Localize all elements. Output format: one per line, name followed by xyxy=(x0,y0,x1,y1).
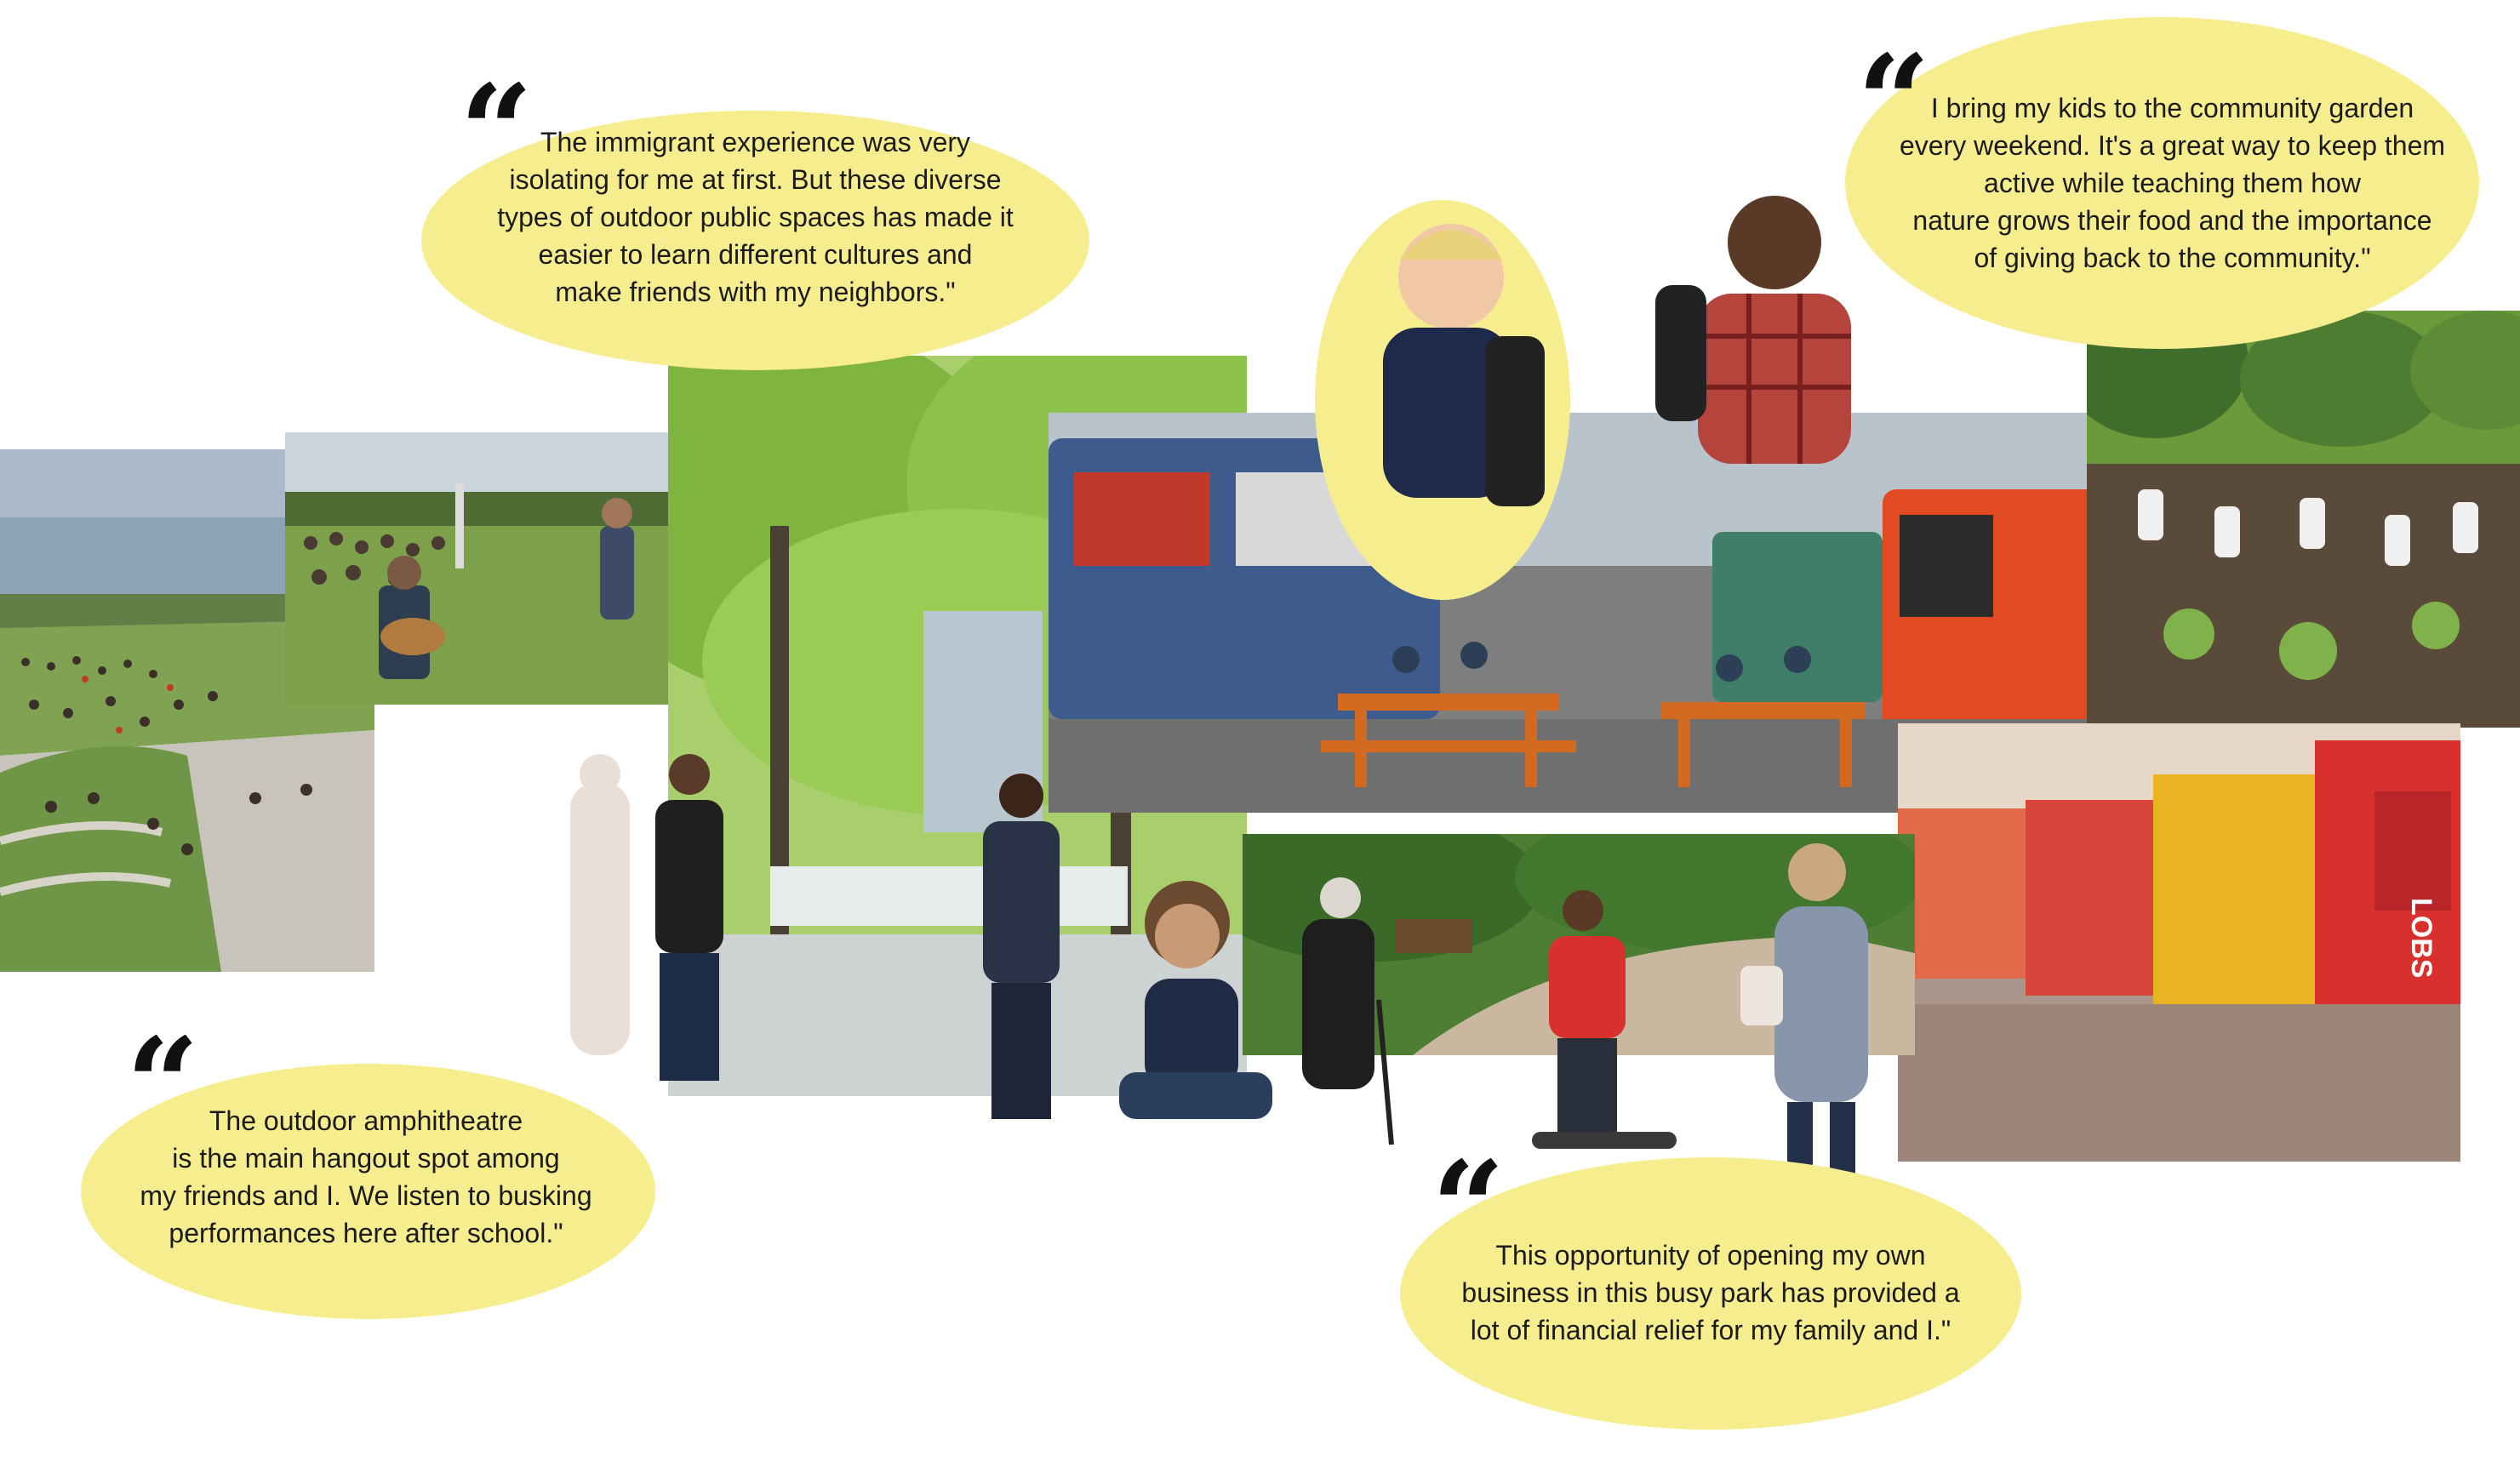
food-truck-row-scene xyxy=(1898,723,2460,1162)
elderly-woman xyxy=(1272,872,1400,1153)
community-garden-photo xyxy=(2087,311,2520,728)
running-boy-blonde xyxy=(1315,200,1570,600)
businessman xyxy=(957,770,1085,1128)
quote-text-garden: I bring my kids to the community garden every weekend. It's a great way to keep them active while teaching them how nature grows their food and the importance of giving back to the community." xyxy=(1899,93,2446,273)
food-truck-row-photo xyxy=(1898,723,2460,1162)
skateboarder xyxy=(1481,885,1694,1166)
quote-text-amphitheatre: The outdoor amphitheatre is the main hangout spot among my friends and I. We listen to busking performances here after school." xyxy=(140,1105,592,1248)
quote-mark-icon: “ xyxy=(1431,1134,1506,1283)
truck-sign: LOBS xyxy=(2405,898,2437,979)
community-garden-scene xyxy=(2087,311,2520,728)
walking-couple xyxy=(562,749,757,1089)
quote-text-business: This opportunity of opening my own business in this busy park has provided a lot of financial relief for my family and I." xyxy=(1461,1240,1960,1345)
quote-text-immigrant: The immigrant experience was very isolating for me at first. But these diverse types of outdoor public spaces has made it easier to learn different cultures and make friends with my neighbors." xyxy=(497,127,1014,307)
woman-with-phone xyxy=(1723,838,1911,1213)
quote-mark-icon: “ xyxy=(460,57,534,207)
sitting-child xyxy=(1111,877,1281,1123)
quote-mark-icon: “ xyxy=(126,1010,200,1160)
concert-scene xyxy=(285,432,711,705)
quote-mark-icon: “ xyxy=(1857,27,1931,177)
concert-photo xyxy=(285,432,711,705)
